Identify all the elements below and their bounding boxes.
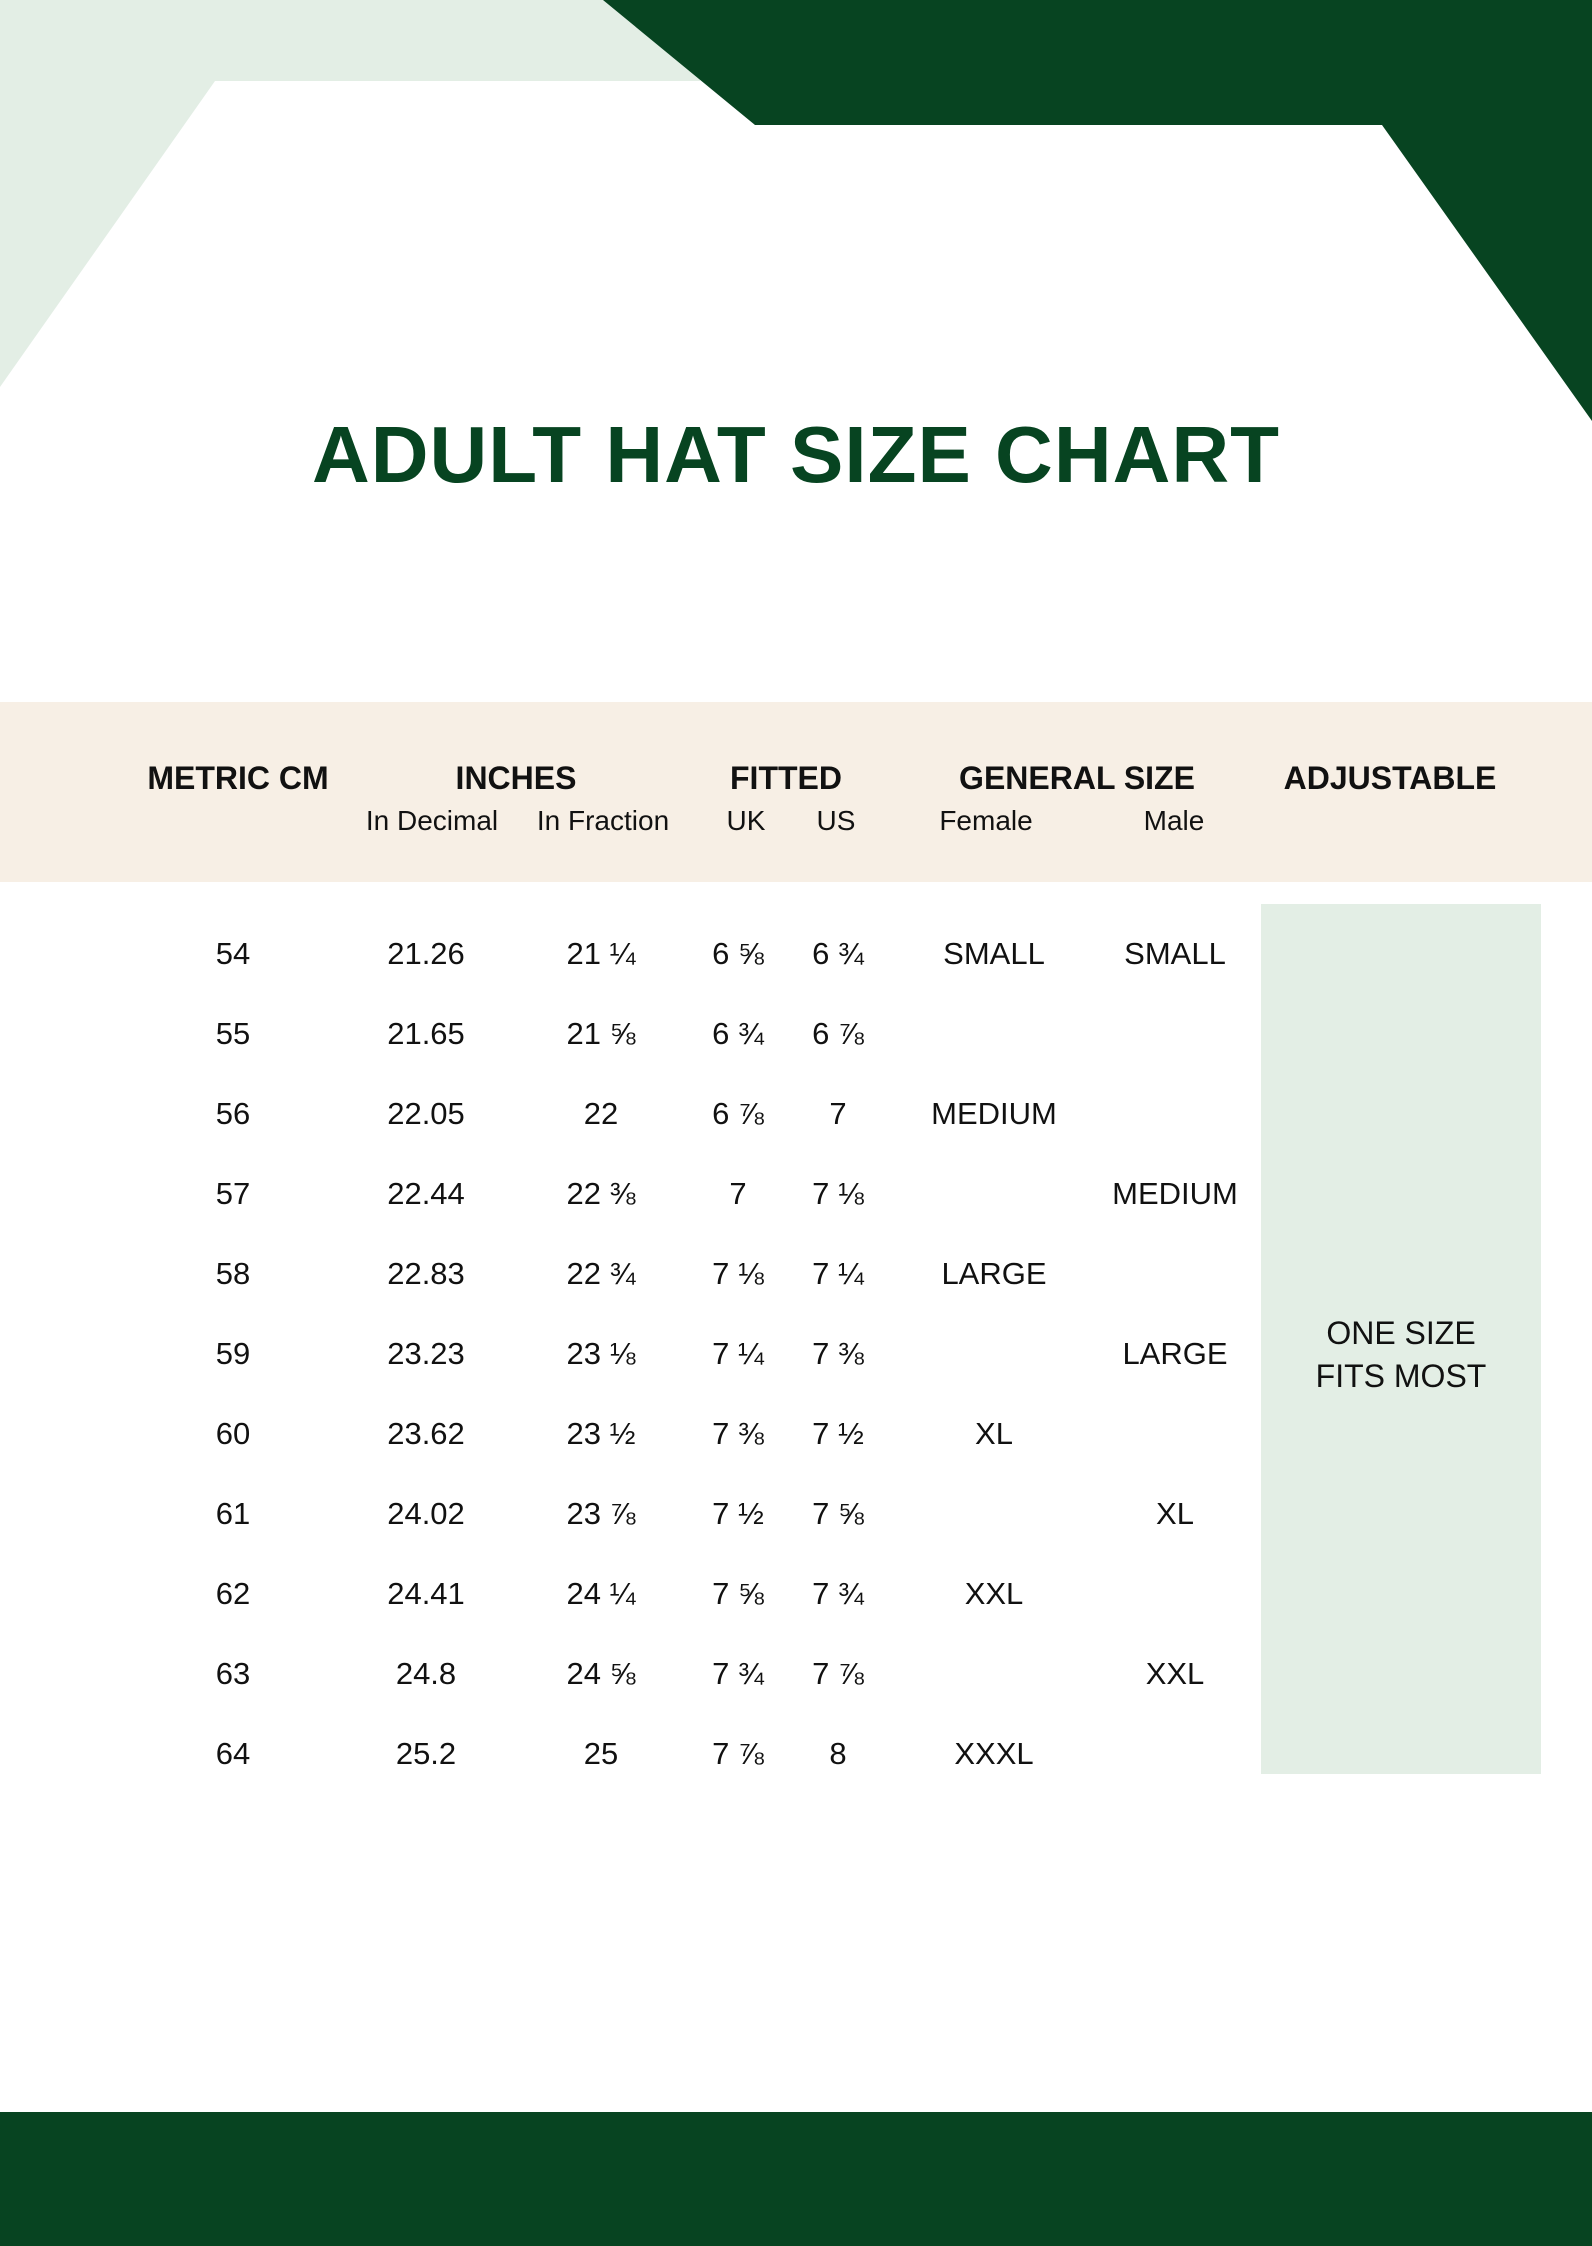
cell-in-fraction: 22 ¾ — [566, 1256, 636, 1291]
cell-fitted-uk: 7 ½ — [712, 1496, 764, 1531]
cell-fitted-us: 7 — [829, 1096, 847, 1131]
cell-general-female: XL — [975, 1416, 1013, 1451]
header-in-decimal: In Decimal — [365, 805, 499, 836]
cell-fitted-uk: 7 ⅜ — [712, 1416, 764, 1451]
cell-fitted-us: 7 ⅞ — [812, 1656, 864, 1691]
cell-fitted-uk: 7 — [729, 1176, 747, 1211]
cell-general-female: MEDIUM — [931, 1096, 1057, 1131]
cell-metric-cm: 64 — [215, 1736, 251, 1771]
header-in-fraction: In Fraction — [536, 805, 670, 836]
header-fitted: FITTED — [730, 760, 842, 796]
header-uk: UK — [726, 805, 766, 836]
table-row — [0, 1632, 1592, 1712]
table-row — [0, 1312, 1592, 1392]
cell-in-fraction: 22 ⅜ — [566, 1176, 636, 1211]
light-green-corner-shape — [0, 0, 700, 387]
header-female: Female — [939, 805, 1033, 836]
table-row — [0, 1472, 1592, 1552]
header-inches: INCHES — [455, 760, 577, 796]
cell-fitted-uk: 6 ¾ — [712, 1016, 764, 1051]
cell-fitted-uk: 7 ¾ — [712, 1656, 764, 1691]
cell-in-fraction: 21 ⅝ — [566, 1016, 636, 1051]
cell-fitted-uk: 6 ⅝ — [712, 936, 764, 971]
cell-fitted-us: 7 ¾ — [812, 1576, 864, 1611]
cell-general-female: XXL — [964, 1576, 1024, 1611]
cell-in-fraction: 25 — [583, 1736, 619, 1771]
cell-in-decimal: 22.83 — [387, 1256, 465, 1291]
cell-in-decimal: 24.8 — [395, 1656, 457, 1691]
header-general-size: GENERAL SIZE — [959, 760, 1195, 796]
cell-fitted-us: 7 ⅜ — [812, 1336, 864, 1371]
dark-green-corner-shape — [603, 0, 1592, 421]
footer-band — [0, 2112, 1592, 2246]
cell-in-fraction: 23 ½ — [566, 1416, 636, 1451]
table-row — [0, 1072, 1592, 1152]
cell-fitted-uk: 7 ⅛ — [712, 1256, 764, 1291]
adjustable-value: ONE SIZE FITS MOST — [1315, 1315, 1487, 1394]
cell-in-fraction: 21 ¼ — [566, 936, 636, 971]
cell-general-female: LARGE — [941, 1256, 1047, 1291]
header-male: Male — [1143, 805, 1205, 836]
cell-general-male: XL — [1156, 1496, 1194, 1531]
cell-metric-cm: 54 — [215, 936, 251, 971]
table-header — [0, 702, 1592, 882]
table-row — [0, 912, 1592, 992]
cell-fitted-us: 7 ¼ — [812, 1256, 864, 1291]
cell-metric-cm: 60 — [215, 1416, 251, 1451]
cell-general-male: SMALL — [1124, 936, 1226, 971]
cell-fitted-us: 7 ⅛ — [812, 1176, 864, 1211]
cell-in-fraction: 22 — [583, 1096, 619, 1131]
cell-metric-cm: 56 — [215, 1096, 251, 1131]
cell-in-fraction: 23 ⅛ — [566, 1336, 636, 1371]
cell-in-decimal: 22.05 — [387, 1096, 465, 1131]
cell-in-decimal: 24.41 — [387, 1576, 465, 1611]
cell-metric-cm: 63 — [215, 1656, 251, 1691]
cell-general-male: LARGE — [1122, 1336, 1228, 1371]
cell-in-decimal: 21.65 — [387, 1016, 465, 1051]
cell-fitted-uk: 7 ⅝ — [712, 1576, 764, 1611]
cell-in-decimal: 21.26 — [387, 936, 465, 971]
cell-fitted-uk: 7 ¼ — [712, 1336, 764, 1371]
cell-fitted-us: 7 ½ — [812, 1416, 864, 1451]
table-row — [0, 1152, 1592, 1232]
cell-in-decimal: 23.23 — [387, 1336, 465, 1371]
cell-in-fraction: 24 ¼ — [566, 1576, 636, 1611]
cell-in-decimal: 22.44 — [387, 1176, 465, 1211]
table-row — [0, 1552, 1592, 1632]
cell-in-decimal: 25.2 — [395, 1736, 457, 1771]
cell-general-female: SMALL — [943, 936, 1045, 971]
cell-in-decimal: 23.62 — [387, 1416, 465, 1451]
cell-fitted-us: 6 ⅞ — [812, 1016, 864, 1051]
table-row — [0, 1232, 1592, 1312]
header-metric-cm: METRIC CM — [147, 760, 329, 796]
header-adjustable: ADJUSTABLE — [1283, 760, 1497, 796]
cell-metric-cm: 58 — [215, 1256, 251, 1291]
table-row — [0, 992, 1592, 1072]
cell-fitted-us: 8 — [829, 1736, 847, 1771]
cell-metric-cm: 61 — [215, 1496, 251, 1531]
cell-metric-cm: 55 — [215, 1016, 251, 1051]
cell-fitted-uk: 7 ⅞ — [712, 1736, 764, 1771]
cell-general-male: XXL — [1145, 1656, 1205, 1691]
cell-fitted-uk: 6 ⅞ — [712, 1096, 764, 1131]
table-row — [0, 1712, 1592, 1792]
table-row — [0, 1392, 1592, 1472]
cell-metric-cm: 59 — [215, 1336, 251, 1371]
cell-in-decimal: 24.02 — [387, 1496, 465, 1531]
cell-fitted-us: 7 ⅝ — [812, 1496, 864, 1531]
cell-general-female: XXXL — [954, 1736, 1034, 1771]
cell-metric-cm: 62 — [215, 1576, 251, 1611]
cell-in-fraction: 24 ⅝ — [566, 1656, 636, 1691]
page-title: ADULT HAT SIZE CHART — [311, 410, 1281, 499]
cell-in-fraction: 23 ⅞ — [566, 1496, 636, 1531]
cell-general-male: MEDIUM — [1112, 1176, 1238, 1211]
cell-metric-cm: 57 — [215, 1176, 251, 1211]
header-us: US — [816, 805, 856, 836]
cell-fitted-us: 6 ¾ — [812, 936, 864, 971]
